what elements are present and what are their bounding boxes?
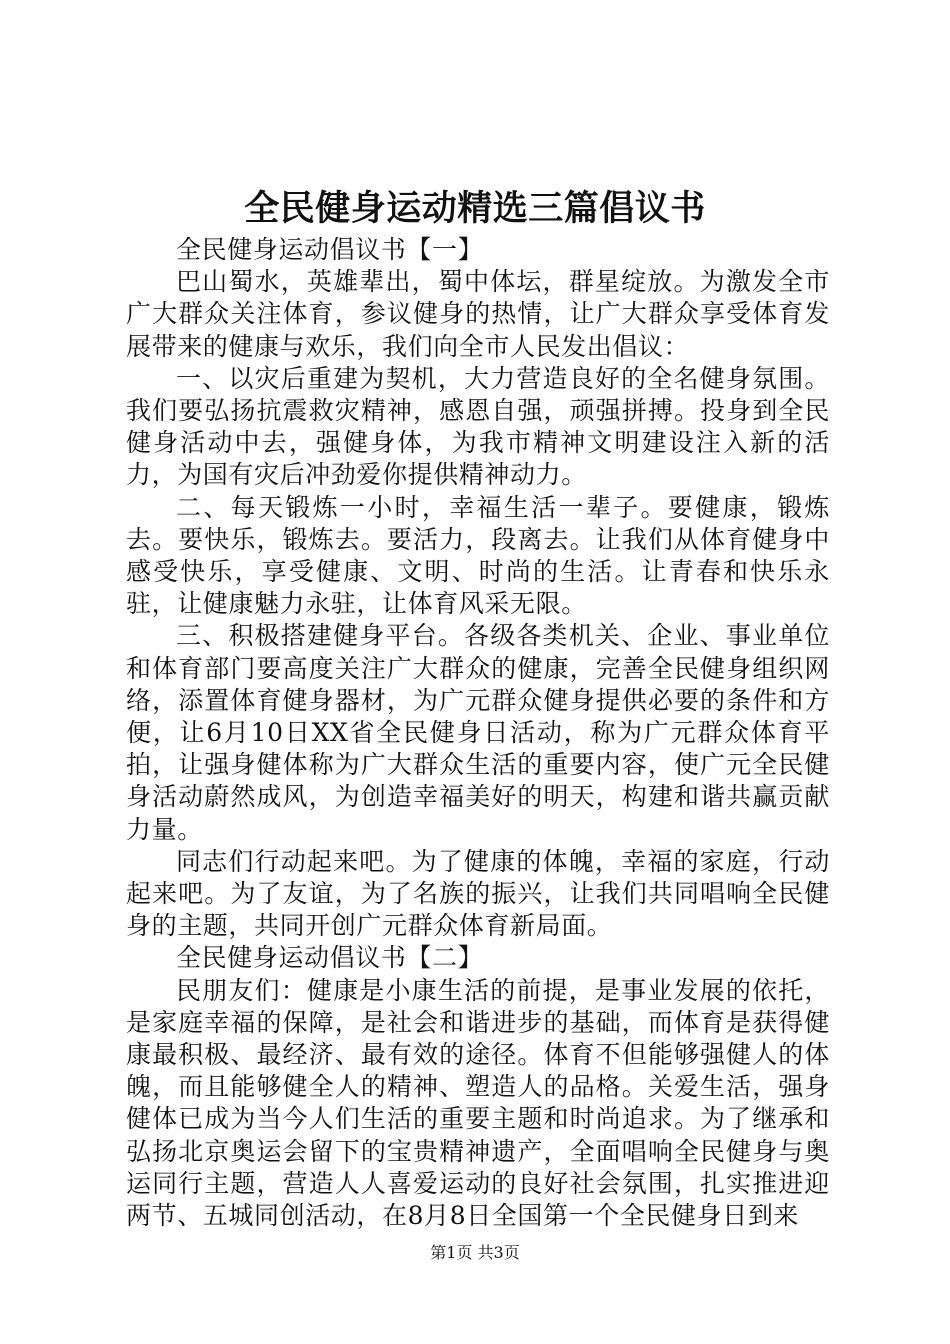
section-heading-2: 全民健身运动倡议书【二】 <box>176 943 484 973</box>
document-body <box>126 234 830 1232</box>
document-title: 全民健身运动精选三篇倡议书 <box>244 188 706 229</box>
page-footer: 第1页 共3页 <box>430 1243 520 1262</box>
paragraph-point-2: 二、每天锻炼一小时，幸福生活一辈子。要健康，锻炼去。要快乐，锻炼去。要活力，段离去。让我们从体育健身中感受快乐，享受健康、文明、时尚的生活。让青春和快乐永驻，让健康魅力永驻，让体育风采无限。 <box>126 492 830 619</box>
section-heading-1: 全民健身运动倡议书【一】 <box>176 235 484 264</box>
paragraph-point-3: 三、积极搭建健身平台。各级各类机关、企业、事业单位和体育部门要高度关注广大群众的健康，完善全民健身组织网络，添置体育健身器材，为广元群众健身提供必要的条件和方便，让6月10日XX省全民健身日活动，称为广元群众体育平拍，让强身健体称为广大群众生活的重要内容，使广元全民健身活动蔚然成风，为创造幸福美好的明天，构建和谐共赢贡献力量。 <box>126 621 830 844</box>
paragraph-intro: 巴山蜀水，英雄辈出，蜀中体坛，群星绽放。为激发全市广大群众关注体育，参议健身的热情，让广大群众享受体育发展带来的健康与欢乐，我们向全市人民发出倡议： <box>126 267 830 361</box>
paragraph-point-1: 一、以灾后重建为契机，大力营造良好的全名健身氛围。我们要弘扬抗震救灾精神，感恩自强，顽强拼搏。投身到全民健身活动中去，强健身体，为我市精神文明建设注入新的活力，为国有灾后冲劲爱你提供精神动力。 <box>126 363 830 490</box>
paragraph-section-2: 民朋友们：健康是小康生活的前提，是事业发展的依托，是家庭幸福的保障，是社会和谐进步的基础，而体育是获得健康最积极、最经济、最有效的途径。体育不但能够强健人的体魄，而且能够健全人的精神、塑造人的品格。关爱生活，强身健体已成为当今人们生活的重要主题和时尚追求。为了继承和弘扬北京奥运会留下的宝贵精神遗产，全面唱响全民健身与奥运同行主题，营造人人喜爱运动的良好社会氛围，扎实推进迎两节、五城同创活动，在8月8日全国第一个全民健身日到来 <box>126 975 830 1231</box>
paragraph-closing: 同志们行动起来吧。为了健康的体魄，幸福的家庭，行动起来吧。为了友谊，为了名族的振兴，让我们共同唱响全民健身的主题，共同开创广元群众体育新局面。 <box>126 846 830 941</box>
